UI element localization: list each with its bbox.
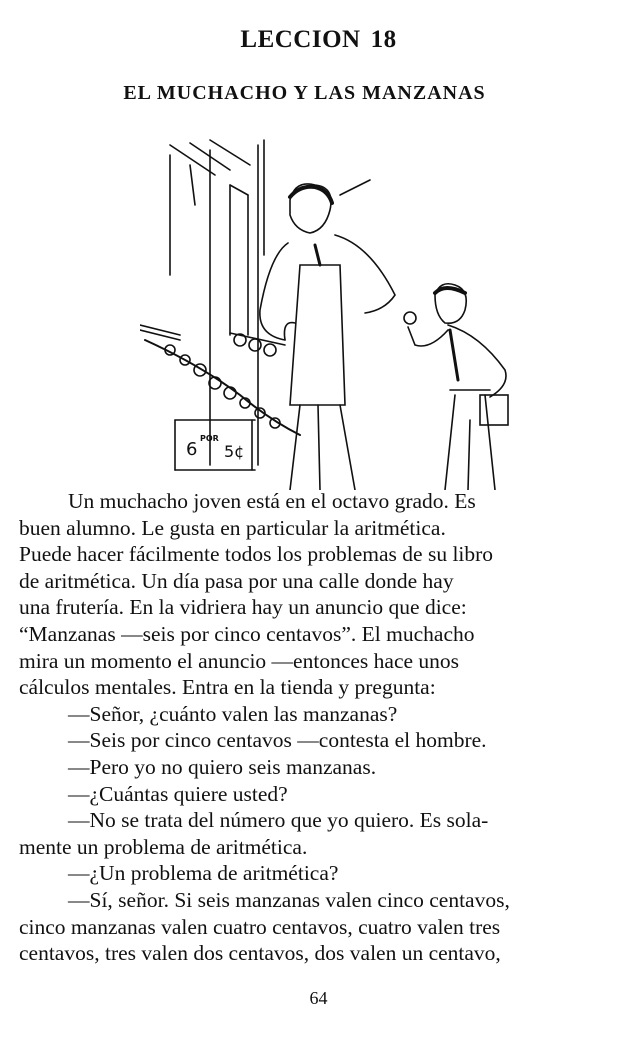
text-line: Un muchacho joven está en el octavo grado. Es (68, 489, 476, 513)
dialogue-line: —No se trata del número que yo quiero. Es sola- (68, 808, 489, 833)
building-drawing (140, 140, 264, 465)
dialogue-line: —¿Cuántas quiere usted? (68, 781, 288, 806)
apple-drawing (404, 312, 416, 324)
price-sign (175, 420, 255, 470)
lesson-number: 18 (370, 26, 397, 53)
text-line: centavos, tres valen dos centavos, dos valen un centavo, (19, 941, 501, 966)
page-number: 64 (309, 988, 328, 1008)
lesson-title: EL MUCHACHO Y LAS MANZANAS (123, 82, 486, 104)
dialogue-line: —¿Un problema de aritmética? (68, 861, 339, 886)
text-line: buen alumno. Le gusta en particular la aritmética. (19, 515, 446, 540)
svg-text:POR: POR (200, 434, 219, 443)
lesson-heading (0, 26, 637, 54)
dialogue-line: —Sí, señor. Si seis manzanas valen cinco centavos, (68, 887, 510, 912)
dialogue-line: —Seis por cinco centavos —contesta el hombre. (68, 728, 487, 753)
text-line: mira un momento el anuncio —entonces hace unos (19, 648, 460, 673)
dialogue-line: —Pero yo no quiero seis manzanas. (68, 754, 377, 779)
illustration-man-and-boy (140, 135, 520, 490)
text-line: de aritmética. Un día pasa por una calle donde hay (19, 568, 454, 593)
text-line: mente un problema de aritmética. (19, 834, 308, 859)
boy-drawing (404, 284, 508, 490)
shopkeeper-drawing (260, 180, 395, 490)
text-line: Puede hacer fácilmente todos los problemas de su libro (19, 542, 494, 567)
dialogue-line: —Señor, ¿cuánto valen las manzanas? (68, 701, 398, 726)
svg-text:5¢: 5¢ (224, 442, 245, 461)
text-line: cálculos mentales. Entra en la tienda y pregunta: (19, 675, 436, 700)
text-line: una frutería. En la vidriera hay un anuncio que dice: (19, 595, 467, 620)
lesson-body (19, 488, 589, 967)
text-line: cinco manzanas valen cuatro centavos, cuatro valen tres (19, 914, 501, 939)
text-line: “Manzanas —seis por cinco centavos”. El muchacho (19, 621, 475, 646)
lesson-label: LECCION (240, 26, 361, 53)
svg-text:6: 6 (186, 439, 198, 460)
